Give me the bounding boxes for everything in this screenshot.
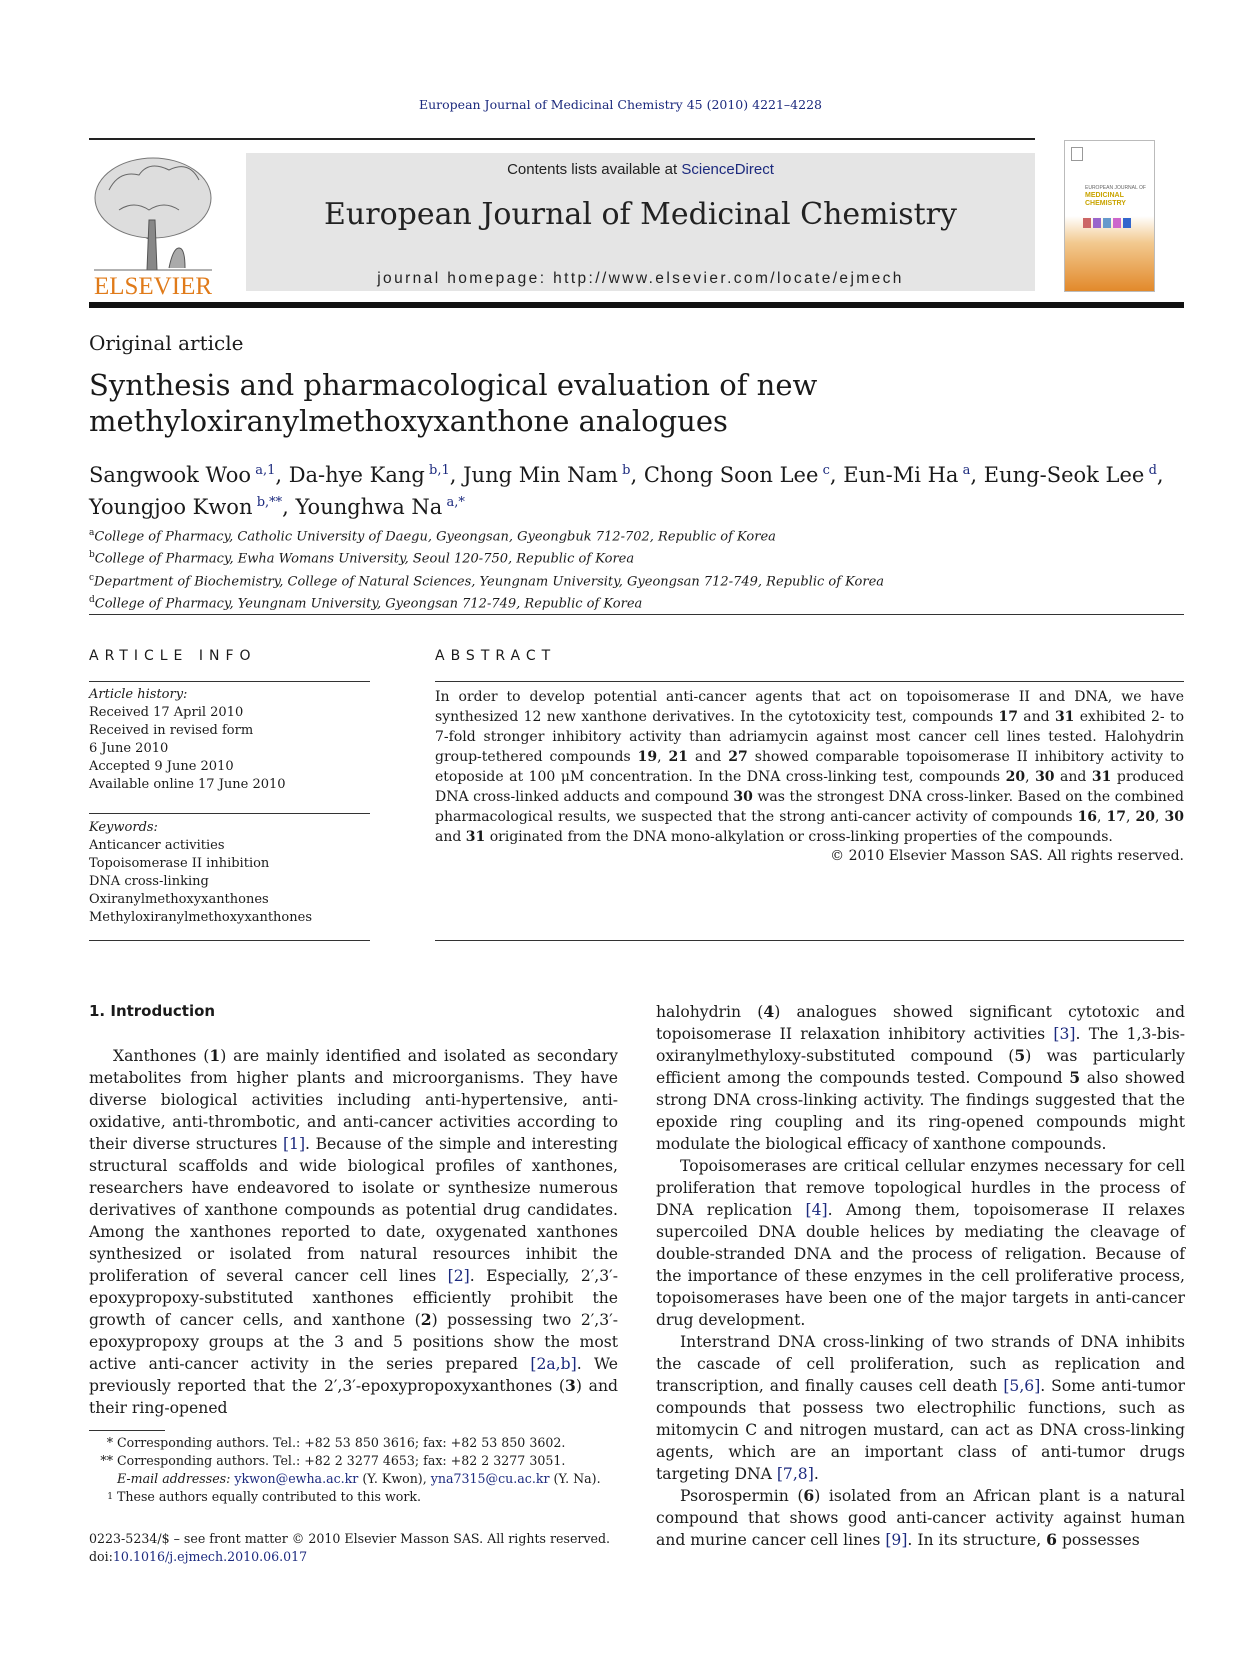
author[interactable]: Younghwa Na: [295, 495, 443, 519]
footnote: * Corresponding authors. Tel.: +82 53 850 3616; fax: +82 53 850 3602.: [106, 1435, 566, 1450]
reference-link[interactable]: [4]: [805, 1201, 828, 1219]
keyword: Anticancer activities: [89, 838, 225, 853]
author-affiliation-mark[interactable]: c: [822, 463, 830, 478]
footnote: ** Corresponding authors. Tel.: +82 2 3277 4653; fax: +82 2 3277 3051.: [100, 1453, 566, 1468]
reference-link[interactable]: [3]: [1053, 1025, 1076, 1043]
keyword: Oxiranylmethoxyxanthones: [89, 892, 269, 907]
info-divider: [89, 813, 370, 814]
author-list: Sangwook Woo $^{a,1}$, Da-hye Kang $^{b,1}$, Jung Min Nam $^b$, Chong Soon Lee $^c$, Eun-Mi Ha $^a$, Eung-Seok Lee $^d$, Youngjoo Kwon $^{b,**}$, Younghwa Na $^{a,*}$: [89, 463, 1164, 519]
journal-citation[interactable]: European Journal of Medicinal Chemistry 45 (2010) 4221–4228: [419, 97, 822, 112]
affiliations: [89, 524, 884, 613]
author-affiliation-mark[interactable]: b,1: [429, 463, 450, 478]
article-history: Article history: Received 17 April 2010 Received in revised form 6 June 2010 Accepted 9 June 2010 Available online 17 June 2010: [89, 687, 286, 792]
paragraph: Xanthones (1) are mainly identified and isolated as secondary metabolites from higher plants and microorganisms. They have diverse biological activities including anti-hypertensive, anti-oxidative, anti-thrombotic, and anti-cancer activities according to their diverse structures [1]. Because of the simple and interesting structural scaffolds and wide biological profiles of xanthones, researchers have endeavored to isolate or synthesize numerous derivatives of xanthone compounds as potential drug candidates. Among the xanthones reported to date, oxygenated xanthones synthesized or isolated from natural resources inhibit the proliferation of several cancer cell lines [2]. Especially, 2′,3′-epoxypropoxy-substituted xanthones efficiently prohibit the growth of cancer cells, and xanthone (2) possessing two 2′,3′-epoxypropoxy groups at the 3 and 5 positions show the most active anti-cancer activity in the series prepared [2a,b]. We previously reported that the 2′,3′-epoxypropoxyxanthones (3) and their ring-opened: [89, 1046, 618, 1417]
affiliation: $^c$Department of Biochemistry, College of Natural Sciences, Yeungnam University, Gyeongsan 712-749, Republic of Korea: [89, 572, 885, 589]
author-affiliation-mark[interactable]: b,**: [256, 495, 283, 510]
keyword: Topoisomerase II inhibition: [89, 856, 270, 871]
contents-line: Contents lists available at ScienceDirect: [507, 161, 774, 178]
affiliation: $^a$College of Pharmacy, Catholic University of Daegu, Gyeongsan, Gyeongbuk 712-702, Republic of Korea: [89, 528, 776, 545]
abstract-copyright: © 2010 Elsevier Masson SAS. All rights reserved.: [830, 848, 1184, 864]
author-affiliation-mark[interactable]: a: [962, 463, 971, 478]
doi-link[interactable]: 10.1016/j.ejmech.2010.06.017: [112, 1549, 308, 1564]
paragraph: halohydrin (4) analogues showed significant cytotoxic and topoisomerase II relaxation inhibitory activities [3]. The 1,3-bis-oxiranylmethyloxy-substituted compound (5) was particularly efficient among the compounds tested. Compound 5 also showed strong DNA cross-linking activity. The findings suggested that the epoxide ring coupling and its ring-opened compounds might modulate the biological efficacy of xanthone compounds.: [656, 1002, 1185, 1153]
footnote: 1 These authors equally contributed to this work.: [107, 1489, 421, 1504]
front-matter: 0223-5234/$ – see front matter © 2010 Elsevier Masson SAS. All rights reserved. doi:10.1016/j.ejmech.2010.06.017: [89, 1531, 611, 1564]
author[interactable]: Chong Soon Lee: [643, 463, 819, 487]
cover-title-medicinal: MEDICINAL: [1085, 192, 1124, 199]
paragraph: Topoisomerases are critical cellular enzymes necessary for cell proliferation that remove topological hurdles in the process of DNA replication [4]. Among them, topoisomerase II relaxes supercoiled DNA double helices by mediating the cleavage of double-stranded DNA and the process of religation. Because of the importance of these enzymes in the cell proliferative process, topoisomerases have been one of the major targets in anti-cancer drug development.: [656, 1157, 1185, 1329]
section-rule: [89, 614, 1184, 615]
email-link[interactable]: ykwon@ewha.ac.kr: [234, 1471, 359, 1486]
affiliation: $^b$College of Pharmacy, Ewha Womans University, Seoul 120-750, Republic of Korea: [89, 550, 635, 567]
footnotes: [89, 1434, 601, 1506]
author-affiliation-mark[interactable]: d: [1148, 463, 1157, 478]
article-info-heading: ARTICLE INFO: [89, 648, 257, 664]
reference-link[interactable]: [7,8]: [776, 1465, 814, 1483]
cover-title-small: EUROPEAN JOURNAL OF: [1085, 185, 1146, 191]
introduction-heading: 1. Introduction: [89, 1002, 216, 1020]
abstract-text: In order to develop potential anti-cancer agents that act on topoisomerase II and DNA, we have synthesized 12 new xanthone derivatives. In the cytotoxicity test, compounds 17 and 31 exhibited 2- to 7-fold stronger inhibitory activity than adriamycin against most cancer cell lines tested. Halohydrin group-tethered compounds 19, 21 and 27 showed comparable topoisomerase II inhibitory activity to etoposide at 100 μM concentration. In the DNA cross-linking test, compounds 20, 30 and 31 produced DNA cross-linked adducts and compound 30 was the strongest DNA cross-linker. Based on the combined pharmacological results, we suspected that the strong anti-cancer activity of compounds 16, 17, 20, 30 and 31 originated from the DNA mono-alkylation or cross-linking properties of the compounds.: [435, 689, 1185, 845]
reference-link[interactable]: [5,6]: [1003, 1377, 1041, 1395]
author[interactable]: Da-hye Kang: [288, 463, 425, 487]
keyword: Methyloxiranylmethoxyxanthones: [89, 910, 312, 925]
author[interactable]: Youngjoo Kwon: [89, 495, 253, 519]
reference-link[interactable]: [2]: [447, 1267, 470, 1285]
body-column-right: [656, 1001, 1185, 1551]
cover-structures: [1083, 213, 1143, 227]
author[interactable]: Eung-Seok Lee: [983, 463, 1145, 487]
author-affiliation-mark[interactable]: a,1: [255, 463, 276, 478]
paragraph: Interstrand DNA cross-linking of two strands of DNA inhibits the cascade of cell proliferation, such as replication and transcription, and finally causes cell death [5,6]. Some anti-tumor compounds that possess two electrophilic functions, such as mitomycin C and nitrogen mustard, can act as DNA cross-linking agents, which are an important class of anti-tumor drugs targeting DNA [7,8].: [656, 1333, 1185, 1483]
author[interactable]: Sangwook Woo: [89, 463, 251, 487]
author-affiliation-mark[interactable]: a,*: [446, 495, 465, 510]
reference-link[interactable]: [1]: [282, 1135, 306, 1153]
footnote-rule: [89, 1430, 165, 1431]
author[interactable]: Jung Min Nam: [463, 463, 618, 487]
journal-name: European Journal of Medicinal Chemistry: [324, 197, 957, 232]
journal-banner: [246, 153, 1035, 291]
header-thick-rule: [89, 302, 1184, 308]
keywords: Keywords: Anticancer activities Topoisomerase II inhibition DNA cross-linking Oxiranylmethoxyxanthones Methyloxiranylmethoxyxanthones: [89, 820, 312, 925]
cover-title-chemistry: CHEMISTRY: [1085, 200, 1126, 207]
elsevier-wordmark: ELSEVIER: [93, 273, 213, 298]
paragraph: Psorospermin (6) isolated from an African plant is a natural compound that shows good anti-cancer activity against human and murine cancer cell lines [9]. In its structure, 6 possesses: [656, 1486, 1185, 1549]
journal-cover-thumbnail: [1064, 140, 1155, 292]
author[interactable]: Eun-Mi Ha: [843, 463, 959, 487]
affiliation: $^d$College of Pharmacy, Yeungnam University, Gyeongsan 712-749, Republic of Korea: [89, 594, 643, 612]
journal-homepage[interactable]: journal homepage: http://www.elsevier.com/locate/ejmech: [377, 270, 904, 287]
keyword: DNA cross-linking: [89, 874, 209, 889]
reference-link[interactable]: [9]: [885, 1531, 908, 1549]
reference-link[interactable]: [2a,b]: [530, 1355, 577, 1373]
author-affiliation-mark[interactable]: b: [622, 463, 631, 478]
email-footnote: E-mail addresses: ykwon@ewha.ac.kr (Y. Kwon), yna7315@cu.ac.kr (Y. Na).: [117, 1471, 601, 1486]
sciencedirect-link[interactable]: ScienceDirect: [681, 161, 774, 178]
article-title: Synthesis and pharmacological evaluation of new methyloxiranylmethoxyxanthone analogues: [89, 368, 818, 438]
article-type: Original article: [89, 331, 244, 355]
abstract-heading: ABSTRACT: [435, 648, 557, 664]
header-rule: [89, 138, 1035, 140]
elsevier-logo: [89, 150, 217, 298]
article-info-box: [89, 681, 370, 941]
cover-mini-logo: [1071, 147, 1083, 161]
abstract-box: [435, 681, 1184, 941]
email-link[interactable]: yna7315@cu.ac.kr: [430, 1471, 550, 1486]
body-column-left: [89, 1045, 618, 1419]
